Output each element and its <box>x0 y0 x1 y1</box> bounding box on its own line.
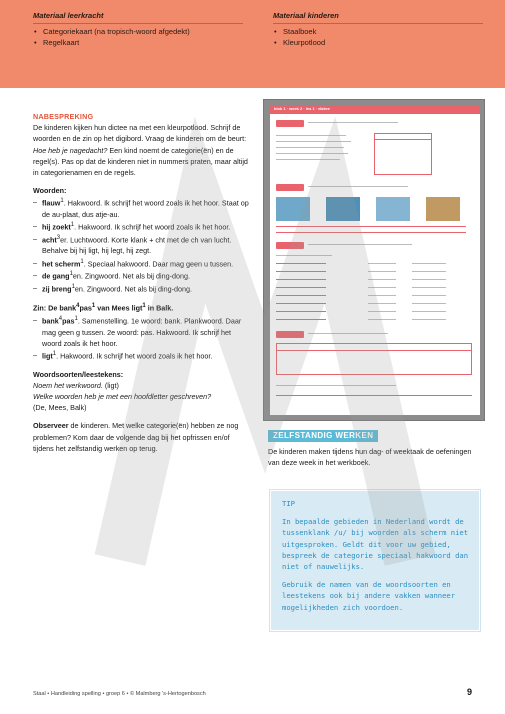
text-line <box>308 186 408 187</box>
section-title: NABESPREKING <box>33 112 94 121</box>
table-line <box>276 350 472 351</box>
divider <box>273 23 483 24</box>
exercise-tag <box>276 184 304 191</box>
woord-item: – het scherm$^1$. Speciaal hakwoord. Daar mag geen u tussen. <box>33 257 251 270</box>
woordsoorten-heading: Woordsoorten/leestekens: <box>33 369 124 379</box>
table-line <box>374 139 432 140</box>
workbook-page <box>270 105 480 415</box>
word-line <box>368 279 396 280</box>
woordsoorten-q1: Noem het werkwoord. (ligt) <box>33 380 119 390</box>
answer-line <box>276 311 326 312</box>
page-number: 9 <box>467 687 473 697</box>
student-materials-title: Materiaal kinderen <box>273 11 339 20</box>
word-line <box>368 287 396 288</box>
text-line <box>308 333 388 334</box>
answer-line <box>276 295 326 296</box>
crane-photo <box>426 197 460 221</box>
teacher-material-item: • Regelkaart <box>33 37 243 49</box>
word-line <box>412 311 446 312</box>
word-line <box>412 263 446 264</box>
text-line <box>308 244 412 245</box>
zin-item: – bank$^4$pas$^1$. Samenstelling. 1e woord: bank. Plankwoord. Daar mag geen g tussen. 2e woord: pas. Hakwoord. Ik schrijf het woord zoals ik het hoor. <box>33 314 251 349</box>
word-line <box>412 303 446 304</box>
workbook-page-thumbnail <box>263 99 485 421</box>
zelfstandig-werken-text: De kinderen maken tijdens hun dag- of weektaak de oefeningen van deze week in het werkboek. <box>268 447 472 468</box>
text-line <box>276 159 340 160</box>
sailboat-photo <box>276 197 310 221</box>
zelfstandig-werken-label: ZELFSTANDIG WERKEN <box>268 430 378 442</box>
workbook-header-band <box>270 105 480 114</box>
tip-box <box>270 490 480 631</box>
word-line <box>368 263 396 264</box>
workbook-band-text: blok 1 · week 2 · les 1 · dictee <box>274 106 330 111</box>
woordsoorten-q2: Welke woorden heb je met een hoofdletter geschreven? <box>33 391 212 401</box>
boat-photo <box>376 197 410 221</box>
answer-line <box>276 263 326 264</box>
woord-item: – hij zoekt$^1$. Hakwoord. Ik schrijf het woord zoals ik het hoor. <box>33 220 251 233</box>
exercise-tag <box>276 120 304 127</box>
answer-line <box>276 232 466 233</box>
woord-item: – acht$^3$er. Luchtwoord. Korte klank + cht met de ch van lucht. Behalve bij hij ligt, hij legt, hij zegt. <box>33 233 251 257</box>
tip-title: TIP <box>282 499 295 508</box>
word-line <box>412 287 446 288</box>
woord-item: – de gang$^1$en. Zingwoord. Net als bij ding-dong. <box>33 269 251 282</box>
answer-line <box>276 226 466 227</box>
teacher-materials-title: Materiaal leerkracht <box>33 11 104 20</box>
answer-line <box>276 395 472 396</box>
woorden-list <box>33 196 251 294</box>
student-material-item: • Staalboek <box>273 26 483 38</box>
word-line <box>368 295 396 296</box>
word-line <box>412 271 446 272</box>
word-line <box>412 295 446 296</box>
word-line <box>368 311 396 312</box>
teacher-materials <box>33 10 243 49</box>
word-line <box>412 279 446 280</box>
zin-heading: Zin: De bank$^4$pas$^1$ van Mees ligt$^1$ in Balk. <box>33 303 174 313</box>
woord-item: – flauw$^1$. Hakwoord. Ik schrijf het woord zoals ik het hoor. Staat op de au-plaat, dus atje-au. <box>33 196 251 220</box>
text-line <box>276 385 396 386</box>
student-materials <box>273 10 483 49</box>
answer-line <box>276 271 326 272</box>
answer-table <box>276 343 472 375</box>
text-line <box>308 122 398 123</box>
answer-line <box>276 287 326 288</box>
word-line <box>368 271 396 272</box>
woord-item: – zij breng$^1$en. Zingwoord. Net als bij ding-dong. <box>33 282 251 295</box>
observe-paragraph: Observeer de kinderen. Met welke categorie(ën) hebben ze nog problemen? Kom daar de volgende dag bij het opfrissen en/of tijdens het zelfstandig werken op terug. <box>33 421 239 453</box>
student-material-item: • Kleurpotlood <box>273 37 483 49</box>
zin-list <box>33 314 251 362</box>
teacher-material-item: • Categoriekaart (na tropisch-woord afgedekt) <box>33 26 243 38</box>
tip-paragraph: Gebruik de namen van de woordsoorten en leestekens ook bij andere vakken wanneer mogelijkheden zich voordoen. <box>282 580 456 612</box>
woordsoorten-a2: (De, Mees, Balk) <box>33 403 87 413</box>
answer-line <box>276 319 326 320</box>
answer-line <box>276 303 326 304</box>
zin-item: – ligt$^1$. Hakwoord. Ik schrijf het woord zoals ik het hoor. <box>33 349 251 362</box>
materials-header <box>0 0 505 88</box>
exercise-tag <box>276 331 304 338</box>
divider <box>33 23 243 24</box>
nabespreking-section <box>33 111 251 454</box>
text-line <box>276 141 351 142</box>
text-line <box>276 147 344 148</box>
sea-photo <box>326 197 360 221</box>
word-line <box>368 303 396 304</box>
answer-line <box>276 279 326 280</box>
woorden-heading: Woorden: <box>33 186 67 196</box>
exercise-tag <box>276 242 304 249</box>
text-line <box>276 135 346 136</box>
footer-credit: Staal • Handleiding spelling • groep 6 • © Malmberg 's-Hertogenbosch <box>33 691 206 697</box>
word-line <box>412 319 446 320</box>
tip-paragraph: In bepaalde gebieden in Nederland wordt de tussenklank /u/ bij woorden als scherm niet uitgesproken. Geldt dit voor uw gebied, bespreek de categorie speciaal hakwoord dan niet of nauwelijks. <box>282 517 469 572</box>
text-line <box>276 153 348 154</box>
intro-paragraph: De kinderen kijken hun dictee na met een kleurpotlood. Schrijf de woorden en de zin op het digibord. Vraag de kinderen om de beurt: Hoe heb je nagedacht? Een kind noemt de categorie(ën) en de regel(s). Pas op dat de kinderen niet in nummers praten, maar altijd in categorienamen en de regels. <box>33 123 248 178</box>
word-line <box>368 319 396 320</box>
text-line <box>276 255 332 256</box>
